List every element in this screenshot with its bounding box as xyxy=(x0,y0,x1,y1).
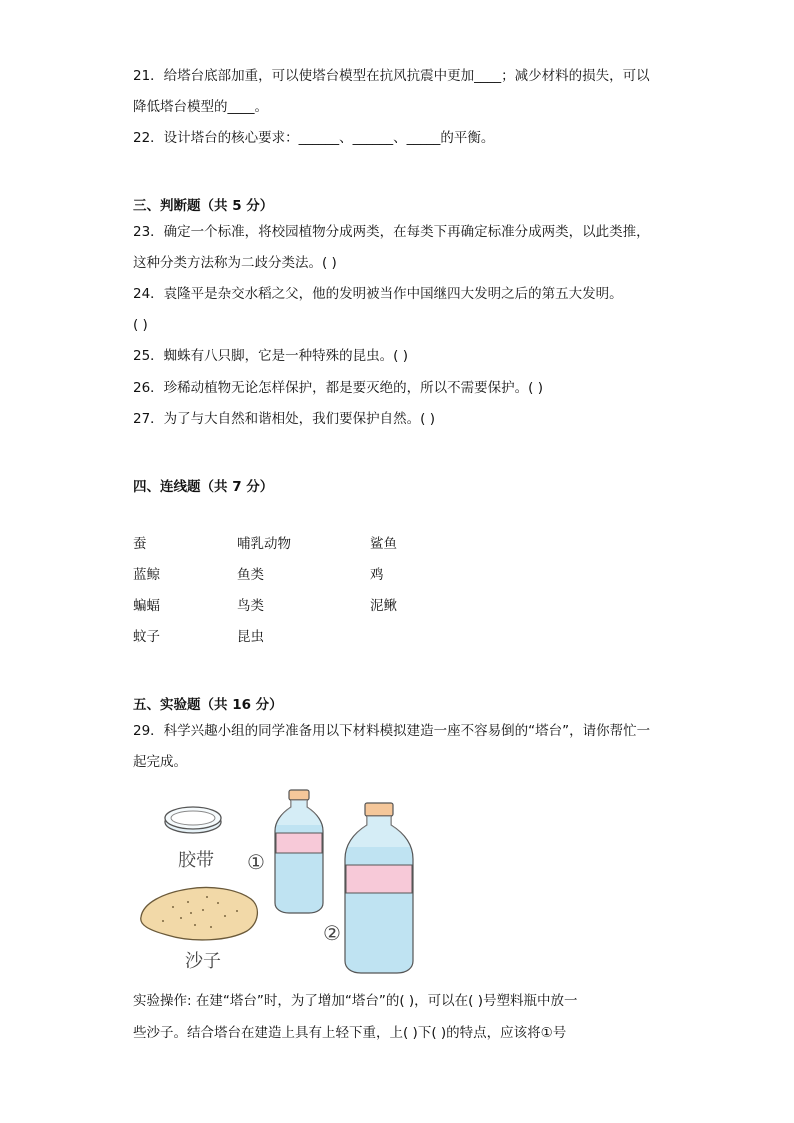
q29-text-line2: 起完成。 xyxy=(133,754,187,770)
match-col1-item: 蚊子 xyxy=(133,629,160,645)
q22-text: 22．设计塔台的核心要求：______、______、_____的平衡。 xyxy=(133,130,495,146)
match-col2-item: 哺乳动物 xyxy=(237,536,291,552)
match-col1-item: 蝙蝠 xyxy=(133,598,160,614)
bottle-1-icon xyxy=(275,790,323,913)
q21-text-line2: 降低塔台模型的____。 xyxy=(133,99,268,115)
tape-label: 胶带 xyxy=(178,850,214,871)
match-col3-item: 泥鳅 xyxy=(370,598,397,614)
materials-figure xyxy=(133,785,423,977)
section4-heading: 四、连线题（共 7 分） xyxy=(133,479,274,495)
match-col2-item: 昆虫 xyxy=(237,629,264,645)
section3-heading: 三、判断题（共 5 分） xyxy=(133,198,274,214)
match-col2-item: 鱼类 xyxy=(237,567,264,583)
q29-text-line1: 29．科学兴趣小组的同学准备用以下材料模拟建造一座不容易倒的“塔台”，请你帮忙一 xyxy=(133,723,651,739)
bottle-2-label: ② xyxy=(323,921,341,945)
bottle-2-icon xyxy=(345,803,413,973)
q24-answer-bracket: ( ) xyxy=(133,317,148,333)
tape-icon xyxy=(165,807,221,833)
q21-text-line1: 21．给塔台底部加重，可以使塔台模型在抗风抗震中更加____；减少材料的损失，可以 xyxy=(133,68,650,84)
bottle-1-label: ① xyxy=(247,850,265,874)
q27-text: 27．为了与大自然和谐相处，我们要保护自然。( ) xyxy=(133,411,436,427)
section5-heading: 五、实验题（共 16 分） xyxy=(133,697,283,713)
q25-text: 25．蜘蛛有八只脚，它是一种特殊的昆虫。( ) xyxy=(133,348,409,364)
q26-text: 26．珍稀动植物无论怎样保护，都是要灭绝的，所以不需要保护。( ) xyxy=(133,380,544,396)
match-col1-item: 蚕 xyxy=(133,536,147,552)
sand-icon xyxy=(141,887,258,939)
match-col3-item: 鸡 xyxy=(370,567,384,583)
experiment-operation-line1: 实验操作: 在建“塔台”时，为了增加“塔台”的( )，可以在( )号塑料瓶中放一 xyxy=(133,993,578,1009)
q23-text-line2: 这种分类方法称为二歧分类法。( ) xyxy=(133,255,337,271)
experiment-operation-line2: 些沙子。结合塔台在建造上具有上轻下重，上( )下( )的特点，应该将①号 xyxy=(133,1025,567,1041)
q24-text-line1: 24．袁隆平是杂交水稻之父，他的发明被当作中国继四大发明之后的第五大发明。 xyxy=(133,286,623,302)
sand-label: 沙子 xyxy=(185,951,221,972)
q23-text-line1: 23．确定一个标准，将校园植物分成两类，在每类下再确定标准分成两类，以此类推， xyxy=(133,224,650,240)
match-col1-item: 蓝鲸 xyxy=(133,567,160,583)
match-col2-item: 鸟类 xyxy=(237,598,264,614)
match-col3-item: 鲨鱼 xyxy=(370,536,397,552)
